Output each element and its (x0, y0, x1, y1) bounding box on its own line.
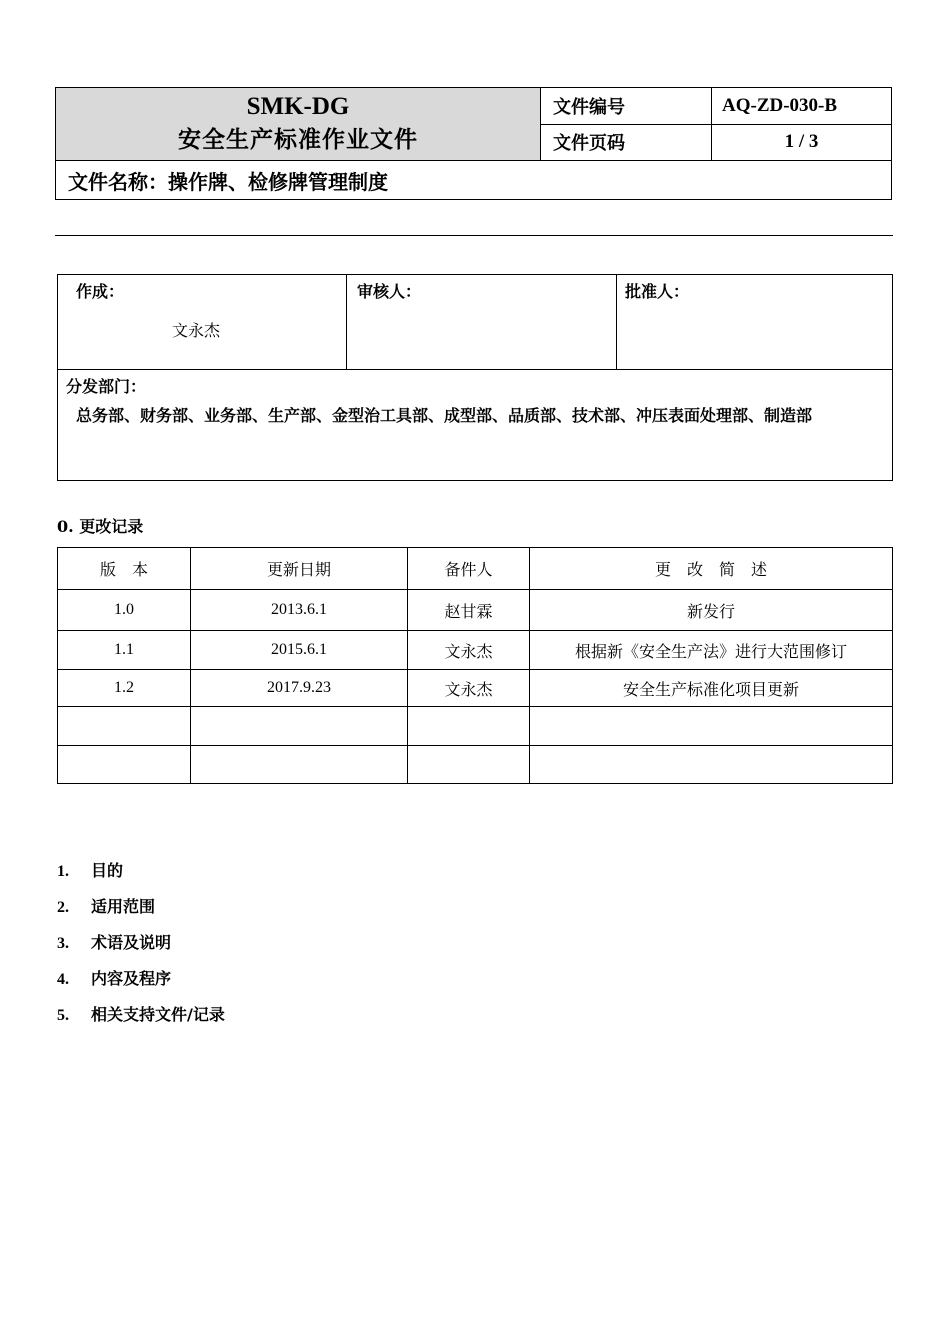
approver-label: 批准人： (625, 282, 690, 301)
toc-num: 2. (57, 899, 69, 916)
header-version: 版 本 (58, 548, 191, 590)
cell-date: 2015.6.1 (191, 631, 408, 670)
toc-text: 术语及说明 (91, 933, 172, 952)
table-row (58, 746, 893, 784)
header-rule (55, 235, 893, 236)
author-name: 文永杰 (172, 321, 221, 340)
cell-person (408, 746, 530, 784)
approval-table (57, 274, 893, 481)
table-row (58, 590, 893, 631)
list-item (57, 856, 225, 892)
cell-summary (530, 707, 893, 746)
document-header (55, 87, 892, 200)
author-cell (58, 275, 347, 370)
header-person: 备件人 (408, 548, 530, 590)
cell-version: 1.0 (58, 590, 191, 631)
list-item (57, 964, 225, 1000)
page-label: 文件页码 (541, 124, 712, 161)
toc-num: 5. (57, 1007, 69, 1024)
toc-num: 4. (57, 971, 69, 988)
header-date: 更新日期 (191, 548, 408, 590)
reviewer-cell (347, 275, 617, 370)
header-summary: 更 改 简 述 (530, 548, 893, 590)
list-item (57, 1000, 225, 1036)
cell-summary: 安全生产标准化项目更新 (530, 670, 893, 707)
author-label: 作成： (76, 282, 125, 301)
header-title-cell (56, 88, 541, 161)
toc-text: 目的 (91, 861, 124, 880)
reviewer-label: 审核人： (357, 282, 422, 301)
cell-person: 文永杰 (408, 631, 530, 670)
distribution-cell (58, 370, 893, 481)
toc-num: 1. (57, 863, 69, 880)
change-record-title: 0. 更改记录 (57, 517, 144, 536)
distribution-label: 分发部门： (66, 377, 147, 396)
change-record-table (57, 547, 893, 784)
cell-date: 2013.6.1 (191, 590, 408, 631)
cell-version: 1.2 (58, 670, 191, 707)
cell-version (58, 707, 191, 746)
list-item (57, 928, 225, 964)
cell-date (191, 707, 408, 746)
cell-summary: 新发行 (530, 590, 893, 631)
cell-summary (530, 746, 893, 784)
cell-person: 文永杰 (408, 670, 530, 707)
table-row (58, 670, 893, 707)
toc-text: 适用范围 (91, 897, 156, 916)
doc-no-label: 文件编号 (541, 88, 712, 125)
toc-num: 3. (57, 935, 69, 952)
table-row (58, 707, 893, 746)
cell-version: 1.1 (58, 631, 191, 670)
cell-date: 2017.9.23 (191, 670, 408, 707)
doc-type: 安全生产标准作业文件 (178, 126, 418, 153)
page-no-value: 1 / 3 (712, 124, 892, 161)
cell-person: 赵甘霖 (408, 590, 530, 631)
toc-text: 内容及程序 (91, 969, 172, 988)
table-header-row (58, 548, 893, 590)
toc-list (57, 856, 225, 1036)
list-item (57, 892, 225, 928)
table-row (58, 631, 893, 670)
cell-version (58, 746, 191, 784)
toc-text: 相关支持文件/记录 (91, 1005, 225, 1024)
doc-name: 文件名称：操作牌、检修牌管理制度 (56, 161, 892, 200)
cell-date (191, 746, 408, 784)
doc-no-value: AQ-ZD-030-B (712, 88, 892, 125)
approver-cell (617, 275, 893, 370)
company-name: SMK-DG (246, 93, 350, 120)
distribution-departments: 总务部、财务部、业务部、生产部、金型治工具部、成型部、品质部、技术部、冲压表面处理部、制造部 (76, 406, 813, 425)
cell-person (408, 707, 530, 746)
cell-summary: 根据新《安全生产法》进行大范围修订 (530, 631, 893, 670)
